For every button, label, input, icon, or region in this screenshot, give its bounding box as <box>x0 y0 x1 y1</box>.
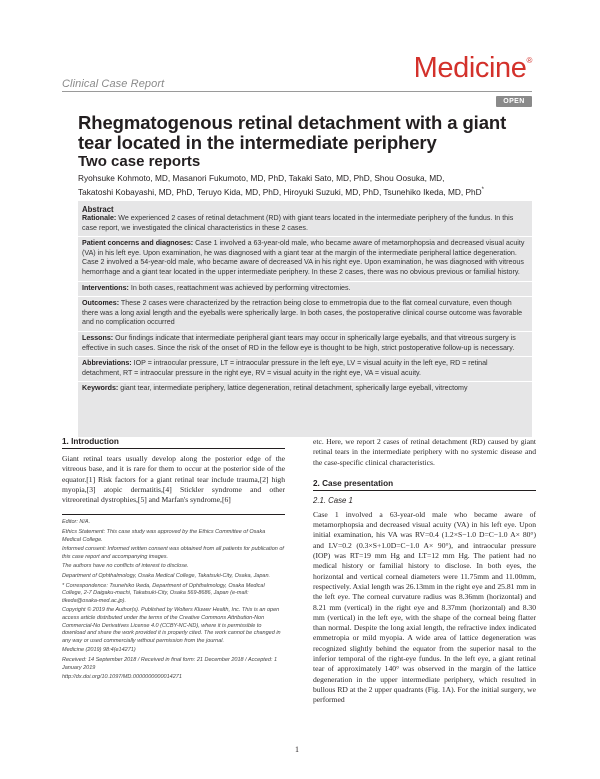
footnote-item: Department of Ophthalmology, Osaka Medical College, Takatsuki-City, Osaka, Japan. <box>62 573 271 580</box>
heading-rule <box>313 490 536 491</box>
footnote-item: Received: 14 September 2018 / Received in final form: 21 December 2018 / Accepted: 1 January 2019 <box>62 656 278 671</box>
case1-heading: 2.1. Case 1 <box>313 495 353 505</box>
footnotes <box>62 519 285 681</box>
abstract-divider <box>78 236 532 237</box>
case-presentation-heading: 2. Case presentation <box>313 478 394 488</box>
footnote-item: Editor: N/A. <box>62 519 91 526</box>
abstract-keywords: Keywords: giant tear, intermediate periphery, lattice degeneration, retinal detachment, spherically large eyeball, vitrectomy <box>82 384 468 393</box>
corresponding-mark: * <box>481 186 484 193</box>
footnote-item: The authors have no conflicts of interest to disclose. <box>62 563 189 570</box>
abstract-concerns: Patient concerns and diagnoses: Case 1 involved a 63-year-old male, who became aware of metamorphopsia and decreased visual acuity (VA) in his left eye. Upon examination, he was diagnosed with a giant tear at the margin of the intermediate peripheral lattice degeneration. Case 2 involved a 54-year-old male, who became aware of decreased VA in his right eye. Upon examination, he was diagnosed with vitreous hemorrhage and a giant tear located in the upper intermediate periphery. In these 2 cases, there was no obvious previous or familial history. <box>82 239 525 276</box>
authors-line-1: Ryohsuke Kohmoto, MD, Masanori Fukumoto, MD, PhD, Takaki Sato, MD, PhD, Shou Oosuka, MD, <box>78 173 445 183</box>
abstract-abbreviations: Abbreviations: IOP = intraocular pressure, LT = intraocular pressure in the left eye, LV = visual acuity in the left eye, RD = retinal detachment, RT = intraocular pressure in the right eye, RV = visual acuity in the right eye, VA = visual acuity. <box>82 359 488 377</box>
left-column <box>62 437 285 684</box>
intro-text: Giant retinal tears usually develop along the posterior edge of the vitreous base, and it is rare for them to occur at the posterior side of the equator.[1] Risk factors for a giant retinal tear include trauma,[2] high myopia,[3] atopic dermatitis,[4] Stickler syndrome and other vitreoretinal dystrophies,[5] and Marfan's syndrome,[6] <box>62 454 285 505</box>
article-subtitle: Two case reports <box>78 153 201 170</box>
registered-mark: ® <box>526 56 532 65</box>
footnote-item: Ethics Statement: This case study was approved by the Ethics Committee of Osaka Medical College. <box>62 529 266 543</box>
article-title: Rhegmatogenous retinal detachment with a giant tear located in the intermediate periphery <box>78 112 507 153</box>
abstract-lessons: Lessons: Our findings indicate that intermediate peripheral giant tears may occur in spherically large eyeballs, and that vitreous surgery is effective in such cases. Since the risk of the onset of RD in the fellow eye is thought to be high, strict postoperative follow-up is necessary. <box>82 333 516 352</box>
case1-text: Case 1 involved a 63-year-old male who became aware of metamorphopsia and decreased visual acuity (VA) in his left eye. Upon initial examination, his VA was RV=0.4 (1.2×S−1.0 D=C−1.0 A× 80°) and LV=0.2 (0.3×S+1.0D=C−1.0 A× 90°), and intraocular pressure (IOP) was RT=19 mm Hg and LT=12 mm Hg. The patient had no medical history or familial history to disclose. In both eyes, the horizontal and vertical corneal diameters were 11.75mm and 11.00mm, respectively. Axial length was 26.13mm in the right eye and 25.81 mm in the left eye. The corneal curvature radius was 8.36mm (horizontal) and 8.21 mm (vertical) in the right eye and 8.37mm (horizontal) and 8.30 mm (vertical) in the left eye, with the shape of the corneal being flatter than normal. Despite the long axial length, the refractive index indicated emmetropia or mild myopia. A wide area of lattice degeneration was recognized slightly behind the equator from the superior nasal to the inferior temporal of the right-eye fundus. In the left eye, a giant retinal tear of approximately 140° was observed in the margin of the lattice degeneration in the upper intermediate periphery, which resulted in bullous RD at the 2 upper quadrants (Fig. 1A). For the initial surgery, we performed <box>313 509 536 705</box>
author-list <box>78 173 548 198</box>
intro-heading: 1. Introduction <box>62 437 119 446</box>
abstract-divider <box>78 381 532 382</box>
section-label: Clinical Case Report <box>62 78 165 90</box>
abstract-divider <box>78 331 532 332</box>
footnote-item: Copyright © 2019 the Author(s). Published by Wolters Kluwer Health, Inc. This is an open access article distributed under the terms of the Creative Commons Attribution-Non Commercial-No Derivatives License 4.0 (CCBY-NC-ND), where it is permissible to download and share the work provided it is properly cited. The work cannot be changed in any way or used commercially without permission from the journal. <box>62 607 281 644</box>
abstract-interventions: Interventions: In both cases, reattachment was achieved by performing vitrectomies. <box>82 283 351 292</box>
journal-name: Medicine <box>413 52 527 84</box>
footnote-item: Medicine (2019) 98:4(e14271) <box>62 647 136 654</box>
intro-continued: etc. Here, we report 2 cases of retinal detachment (RD) caused by giant retinal tears in the intermediate periphery with no systemic disease and the case-specific clinical characteristics. <box>313 437 536 467</box>
abstract-divider <box>78 356 532 357</box>
abstract-divider <box>78 296 532 297</box>
footnote-item: Informed consent: Informed written consent was obtained from all patients for publication of this case report and accompanying images. <box>62 546 284 560</box>
heading-rule <box>62 448 285 449</box>
abstract-box <box>78 201 532 437</box>
authors-line-2: Takatoshi Kobayashi, MD, PhD, Teruyo Kida, MD, PhD, Hiroyuki Suzuki, MD, PhD, Tsunehiko Ikeda, MD, PhD* <box>78 186 484 197</box>
header-divider <box>62 91 532 92</box>
right-column <box>313 437 536 706</box>
abstract-divider <box>78 281 532 282</box>
open-access-badge: OPEN <box>496 96 532 107</box>
page-number: 1 <box>295 745 299 754</box>
footnote-item[interactable]: http://dx.doi.org/10.1097/MD.0000000000014271 <box>62 674 182 681</box>
journal-logo <box>414 52 532 85</box>
footnote-rule <box>62 514 285 515</box>
abstract-rationale: Rationale: We experienced 2 cases of retinal detachment (RD) with giant tears located in the intermediate periphery of the fundus. In this case report, we investigated the clinical characteristics in these 2 cases. <box>82 214 514 232</box>
abstract-outcomes: Outcomes: These 2 cases were characterized by the retraction being close to emmetropia due to the flat corneal curvature, even though there was a long axial length and the eyeballs were spherically large. In both cases, the postoperative clinical course outcome was favorable and no complication occurred <box>82 299 523 327</box>
footnote-item: * Correspondence: Tsunehiko Ikeda, Department of Ophthalmology, Osaka Medical College, 2-7 Daigaku-machi, Takatsuki-City, Osaka 569-8686, Japan (e-mail: tikeda@osaka-med.ac.jp). <box>62 582 265 604</box>
abstract-heading: Abstract <box>82 205 114 214</box>
